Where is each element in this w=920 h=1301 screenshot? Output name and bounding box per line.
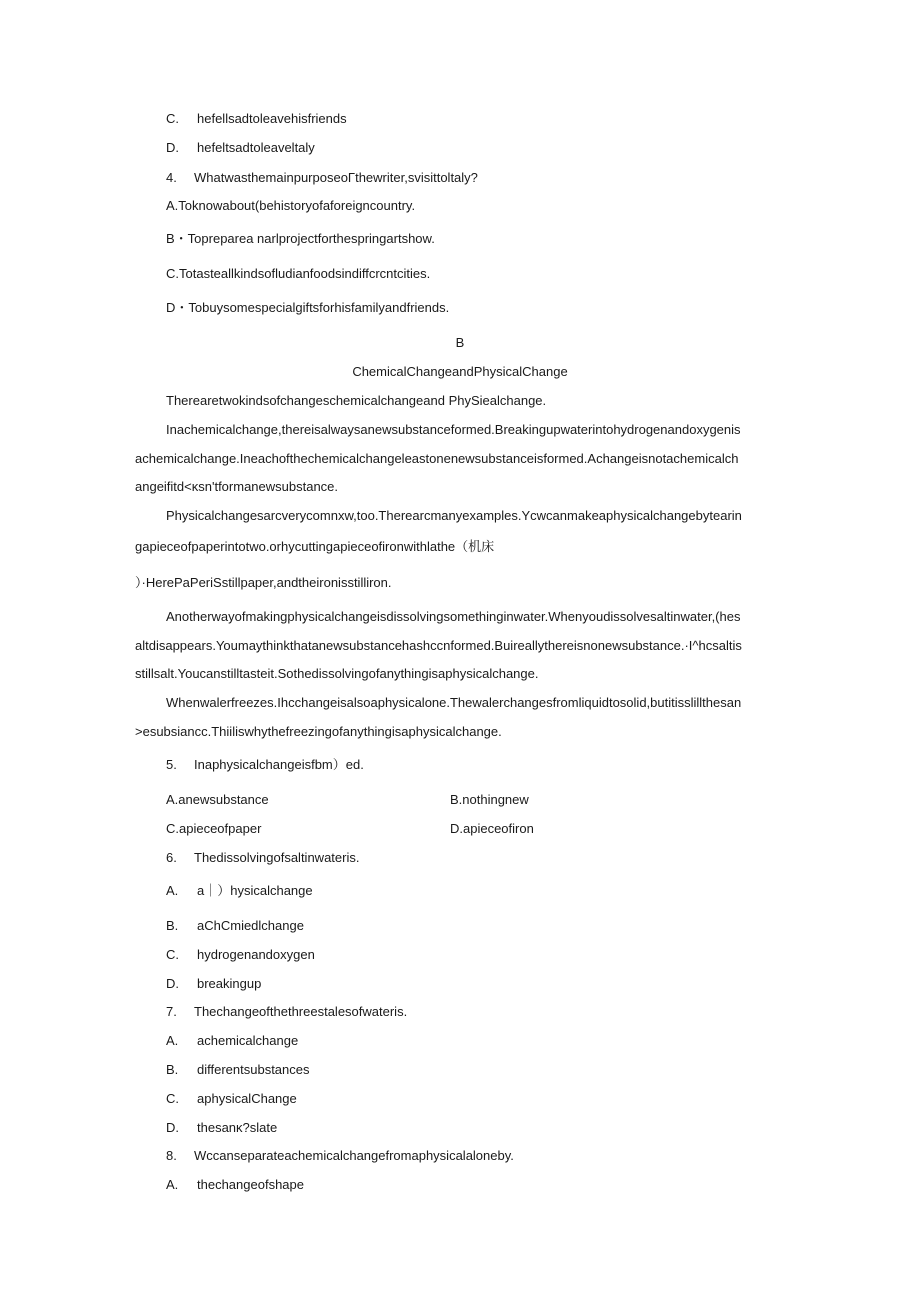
question-text: WhatwasthemainpurposeoΓthewriter,svisittoltaly?	[194, 170, 478, 185]
section-label: B	[455, 335, 465, 350]
passage-p3-line-3: ）·HerePaPeriSstillpaper,andtheironisstilliron.	[135, 575, 392, 590]
question-number: 5.	[166, 757, 177, 772]
passage-p2-line-3: angeifitd<κsn'tformanewsubstance.	[135, 479, 339, 494]
q7-option-c	[166, 1091, 297, 1107]
question-text: Inaphysicalchangeisfbm）ed.	[194, 757, 364, 772]
question-8	[166, 1148, 514, 1164]
q5-option-a: A.anewsubstance	[166, 792, 269, 807]
option-letter: D.	[166, 976, 179, 991]
q5-option-b: B.nothingnew	[450, 792, 529, 807]
question-number: 4.	[166, 170, 177, 185]
q4-option-c: C.Totasteallkindsofludianfoodsindiffcrcntcities.	[166, 266, 431, 281]
option-text: achemicalchange	[197, 1033, 299, 1048]
option-letter: C.	[166, 947, 179, 962]
passage-p5-line-2: >esubsiancc.Thiiliswhythefreezingofanythingisaphysicalchange.	[135, 724, 502, 739]
q7-option-a	[166, 1033, 298, 1049]
question-text: Wccanseparateachemicalchangefromaphysicalaloneby.	[194, 1148, 514, 1163]
passage-p5-line-1: Whenwalerfreezes.Ihcchangeisalsoaphysicalone.Thewalerchangesfromliquidtosolid,butitisslillthesan	[166, 695, 742, 710]
q6-option-c	[166, 947, 315, 963]
passage-title: ChemicalChangeandPhysicalChange	[352, 364, 568, 379]
q8-option-a	[166, 1177, 304, 1193]
passage-paragraph-1: Therearetwokindsofchangeschemicalchangeand PhySiealchange.	[166, 393, 547, 408]
passage-p3-line-1: Physicalchangesarcverycomnxw,too.Therearcmanyexamples.Ycwcanmakeaphysicalchangebytearin	[166, 508, 742, 523]
q4-option-b: B・Topreparea narlprojectforthespringartshow.	[166, 231, 435, 246]
q7-option-d	[166, 1120, 277, 1136]
option-text: a｜）hysicalchange	[197, 883, 313, 898]
option-text: differentsubstances	[197, 1062, 310, 1077]
question-4	[166, 170, 478, 186]
q5-option-c: C.apieceofpaper	[166, 821, 262, 836]
option-text: breakingup	[197, 976, 262, 991]
q6-option-d	[166, 976, 261, 992]
option-text: aphysicalChange	[197, 1091, 297, 1106]
option-text: aChCmiedlchange	[197, 918, 304, 933]
passage-p2-line-2: achemicalchange.Ineachofthechemicalchangeleastonenewsubstanceisformed.Achangeisnotachemicalch	[135, 451, 739, 466]
q3-option-d	[166, 140, 315, 156]
question-6	[166, 850, 359, 866]
q6-option-a	[166, 883, 313, 899]
passage-p4-line-2: altdisappears.Youmaythinkthatanewsubstancehashccnformed.Buireallythereisnonewsubstance.·I^hcsaltis	[135, 638, 742, 653]
passage-p4-line-3: stillsalt.Youcanstilltasteit.Sothedissolvingofanythingisaphysicalchange.	[135, 666, 539, 681]
option-text: hefeltsadtoleaveltaly	[197, 140, 315, 155]
option-letter: D.	[166, 1120, 179, 1135]
option-text: thechangeofshape	[197, 1177, 304, 1192]
option-letter: A.	[166, 1033, 179, 1048]
q4-option-d: D・Tobuysomespecialgiftsforhisfamilyandfriends.	[166, 300, 450, 315]
option-letter: C.	[166, 1091, 179, 1106]
option-letter: C.	[166, 111, 179, 126]
question-number: 7.	[166, 1004, 177, 1019]
q6-option-b	[166, 918, 304, 934]
option-text: hefellsadtoleavehisfriends	[197, 111, 347, 126]
question-7	[166, 1004, 407, 1020]
option-letter: B.	[166, 1062, 179, 1077]
option-letter: D.	[166, 140, 179, 155]
option-letter: A.	[166, 883, 179, 898]
q5-option-d: D.apieceofiron	[450, 821, 534, 836]
question-number: 8.	[166, 1148, 177, 1163]
q3-option-c	[166, 111, 347, 127]
question-number: 6.	[166, 850, 177, 865]
passage-p2-line-1: Inachemicalchange,thereisalwaysanewsubstanceformed.Breakingupwaterintohydrogenandoxygenis	[166, 422, 741, 437]
q4-option-a: A.Toknowabout(behistoryofaforeigncountry.	[166, 198, 416, 213]
question-text: Thedissolvingofsaltinwateris.	[194, 850, 360, 865]
passage-p3-line-2: gapieceofpaperintotwo.orhycuttingapieceofironwithlathe（机床	[135, 539, 495, 554]
option-text: thesanκ?slate	[197, 1120, 278, 1135]
option-letter: B.	[166, 918, 179, 933]
question-5	[166, 757, 364, 773]
question-text: Thechangeofthethreestalesofwateris.	[194, 1004, 408, 1019]
q7-option-b	[166, 1062, 310, 1078]
option-letter: A.	[166, 1177, 179, 1192]
passage-p4-line-1: Anotherwayofmakingphysicalchangeisdissolvingsomethinginwater.Whenyoudissolvesaltinwater,(hes	[166, 609, 741, 624]
option-text: hydrogenandoxygen	[197, 947, 315, 962]
